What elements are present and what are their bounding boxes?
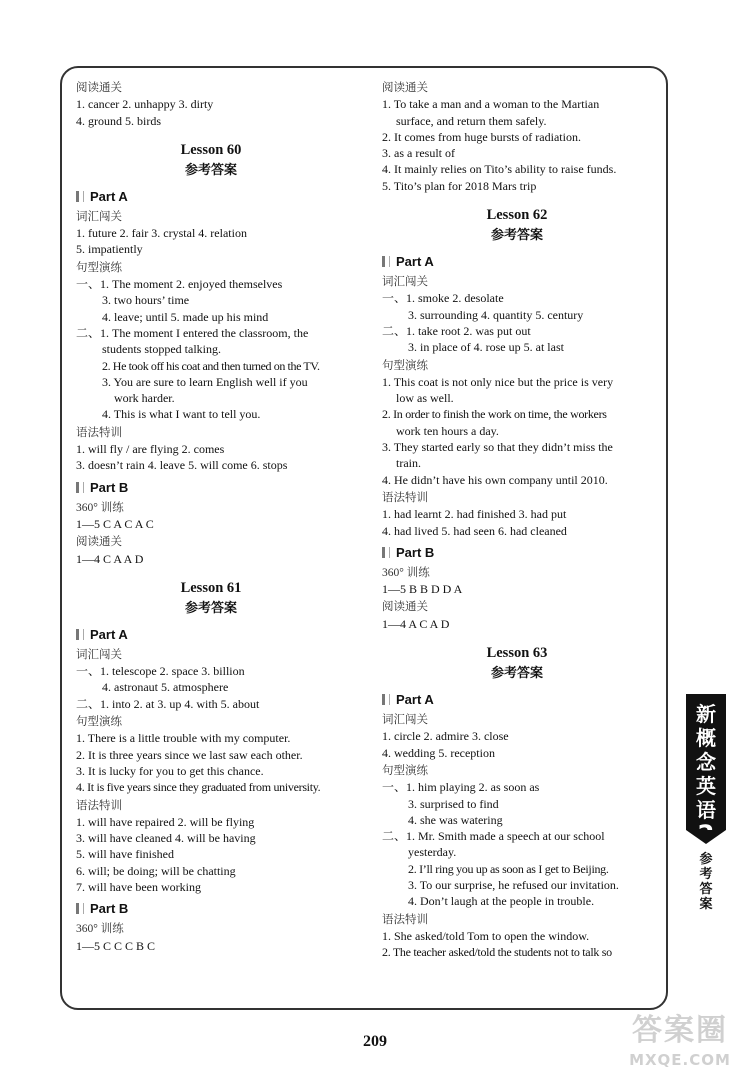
right-column — [382, 78, 652, 960]
part-heading: Part A — [382, 252, 652, 272]
tab-subtitle: 参 考 答 案 — [699, 852, 713, 912]
answer-line: work ten hours a day. — [396, 423, 499, 438]
answer-line: 1—5 B B D D A — [382, 582, 463, 597]
part-marker-icon — [76, 629, 84, 640]
answer-line: 3. in place of 4. rose up 5. at last — [408, 340, 564, 355]
tab-char: 英 — [696, 774, 716, 798]
answer-line: 4. It mainly relies on Tito’s ability to raise funds. — [382, 162, 617, 177]
section-heading: 句型演练 — [382, 764, 428, 777]
answer-line: 4. ground 5. birds — [76, 113, 161, 128]
section-heading: 360° 训练 — [382, 566, 430, 579]
answer-line: 1. future 2. fair 3. crystal 4. relation — [76, 226, 247, 241]
answer-line: 4. He didn’t have his own company until 2010. — [382, 472, 608, 487]
part-heading: Part A — [76, 187, 346, 207]
answer-line: 3. surrounding 4. quantity 5. century — [408, 307, 584, 322]
section-heading: 句型演练 — [76, 716, 122, 729]
section-heading: 语法特训 — [76, 426, 122, 439]
answer-line: 1—4 C A A D — [76, 551, 144, 566]
answer-line: yesterday. — [408, 845, 457, 860]
part-marker-icon — [382, 694, 390, 705]
answer-line: 3. You are sure to learn English well if you — [102, 374, 308, 389]
watermark-text: 答案圈 — [632, 1013, 728, 1048]
answer-line: 3. doesn’t rain 4. leave 5. will come 6. stops — [76, 458, 288, 473]
part-heading: Part A — [76, 625, 346, 645]
answer-line: 5. impatiently — [76, 242, 143, 257]
answer-line: students stopped talking. — [102, 342, 221, 357]
answer-line: 2. In order to finish the work on time, the workers — [382, 407, 607, 422]
answer-line: 4. leave; until 5. made up his mind — [102, 309, 269, 324]
answer-heading: 参考答案 — [490, 666, 543, 682]
answer-line: 1. cancer 2. unhappy 3. dirty — [76, 97, 214, 112]
book-title-tab — [686, 694, 726, 848]
answer-line: 一、1. The moment 2. enjoyed themselves — [76, 277, 283, 292]
answer-heading: 参考答案 — [184, 600, 237, 616]
section-heading: 词汇闯关 — [76, 210, 122, 223]
answer-line: 1. circle 2. admire 3. close — [382, 729, 509, 744]
answer-line: 3. surprised to find — [408, 796, 499, 811]
section-heading: 句型演练 — [382, 359, 428, 372]
section-heading: 语法特训 — [76, 799, 122, 812]
answer-line: 3. To our surprise, he refused our invitation. — [408, 877, 619, 892]
answer-line: 4. Don’t laugh at the people in trouble. — [408, 894, 595, 909]
lesson-title: Lesson 62 — [486, 207, 548, 224]
answer-line: 1. She asked/told Tom to open the window. — [382, 928, 590, 943]
answer-line: 一、1. smoke 2. desolate — [382, 291, 504, 306]
left-column — [76, 78, 346, 954]
part-heading: Part B — [382, 543, 652, 563]
answer-line: 1. This coat is not only nice but the price is very — [382, 374, 614, 389]
section-heading: 阅读通关 — [76, 536, 122, 549]
answer-line: 1. will have repaired 2. will be flying — [76, 814, 255, 829]
section-heading: 语法特训 — [382, 491, 428, 504]
answer-line: 3. They started early so that they didn’t miss the — [382, 440, 613, 455]
answer-line: 6. will; be doing; will be chatting — [76, 863, 236, 878]
answer-line: 一、1. telescope 2. space 3. billion — [76, 664, 245, 679]
tab-char: 概 — [696, 726, 716, 750]
answer-line: 二、1. The moment I entered the classroom, the — [76, 325, 309, 340]
answer-line: work harder. — [114, 391, 175, 406]
section-heading: 阅读通关 — [382, 601, 428, 614]
part-heading: Part B — [76, 899, 346, 919]
answer-line: 2. He took off his coat and then turned on the TV. — [102, 358, 320, 373]
answer-line: 3. It is lucky for you to get this chance. — [76, 763, 264, 778]
answer-line: 2. It is three years since we last saw each other. — [76, 747, 303, 762]
section-heading: 词汇闯关 — [382, 714, 428, 727]
section-heading: 360° 训练 — [76, 501, 124, 514]
answer-line: 4. astronaut 5. atmosphere — [102, 680, 229, 695]
answer-line: 3. as a result of — [382, 146, 455, 161]
answer-line: 3. two hours’ time — [102, 293, 190, 308]
lesson-title: Lesson 63 — [486, 645, 548, 662]
answer-line: 1—5 C A C A C — [76, 516, 154, 531]
part-marker-icon — [76, 191, 84, 202]
watermark-url: MXQE.COM — [629, 1051, 731, 1069]
answer-line: train. — [396, 456, 421, 471]
answer-line: 4. she was watering — [408, 812, 503, 827]
answer-line: surface, and return them safely. — [396, 113, 547, 128]
answer-line: 1. will fly / are flying 2. comes — [76, 442, 225, 457]
watermark-logo — [612, 1012, 748, 1078]
section-heading: 词汇闯关 — [76, 648, 122, 661]
section-heading: 360° 训练 — [76, 923, 124, 936]
tab-char: 念 — [696, 750, 716, 774]
tab-char: 新 — [696, 702, 716, 726]
answer-heading: 参考答案 — [184, 162, 237, 178]
part-marker-icon — [76, 482, 84, 493]
section-heading: 阅读通关 — [382, 82, 428, 94]
lesson-title: Lesson 60 — [180, 141, 242, 158]
answer-line: 1. To take a man and a woman to the Martian — [382, 97, 600, 112]
section-heading: 词汇闯关 — [382, 276, 428, 289]
answer-line: 二、1. take root 2. was put out — [382, 323, 531, 338]
part-marker-icon — [76, 903, 84, 914]
answer-line: 二、1. Mr. Smith made a speech at our school — [382, 829, 605, 844]
answer-heading: 参考答案 — [490, 228, 543, 244]
answer-line: 1. had learnt 2. had finished 3. had put — [382, 507, 567, 522]
answer-line: 2. The teacher asked/told the students not to talk so — [382, 945, 612, 960]
tab-char: 2 — [697, 820, 715, 848]
section-heading: 句型演练 — [76, 261, 122, 274]
section-heading: 语法特训 — [382, 913, 428, 926]
answer-line: 4. wedding 5. reception — [382, 745, 495, 760]
answer-line: 3. will have cleaned 4. will be having — [76, 831, 256, 846]
answer-line: 7. will have been working — [76, 879, 201, 894]
answer-line: 二、1. into 2. at 3. up 4. with 5. about — [76, 696, 260, 711]
tab-char: 语 — [696, 798, 716, 822]
answer-line: 4. had lived 5. had seen 6. had cleaned — [382, 523, 567, 538]
answer-line: 1—5 C C C B C — [76, 938, 156, 953]
answer-line: 5. Tito’s plan for 2018 Mars trip — [382, 178, 537, 193]
answer-line: 1. There is a little trouble with my computer. — [76, 731, 291, 746]
part-marker-icon — [382, 547, 390, 558]
answer-line: 4. It is five years since they graduated from university. — [76, 780, 321, 795]
part-marker-icon — [382, 256, 390, 267]
answer-line: 1—4 A C A D — [382, 616, 450, 631]
answer-line: low as well. — [396, 391, 454, 406]
part-heading: Part B — [76, 478, 346, 498]
answer-line: 一、1. him playing 2. as soon as — [382, 780, 540, 795]
answer-line: 5. will have finished — [76, 847, 174, 862]
part-heading: Part A — [382, 690, 652, 710]
answer-line: 2. It comes from huge bursts of radiation. — [382, 129, 581, 144]
answer-line: 2. I’ll ring you up as soon as I get to Beijing. — [408, 861, 609, 876]
tab-arrow-icon — [686, 830, 726, 844]
answer-line: 4. This is what I want to tell you. — [102, 407, 261, 422]
lesson-title: Lesson 61 — [180, 579, 242, 596]
section-heading: 阅读通关 — [76, 82, 122, 94]
page-number: 209 — [363, 1033, 387, 1050]
